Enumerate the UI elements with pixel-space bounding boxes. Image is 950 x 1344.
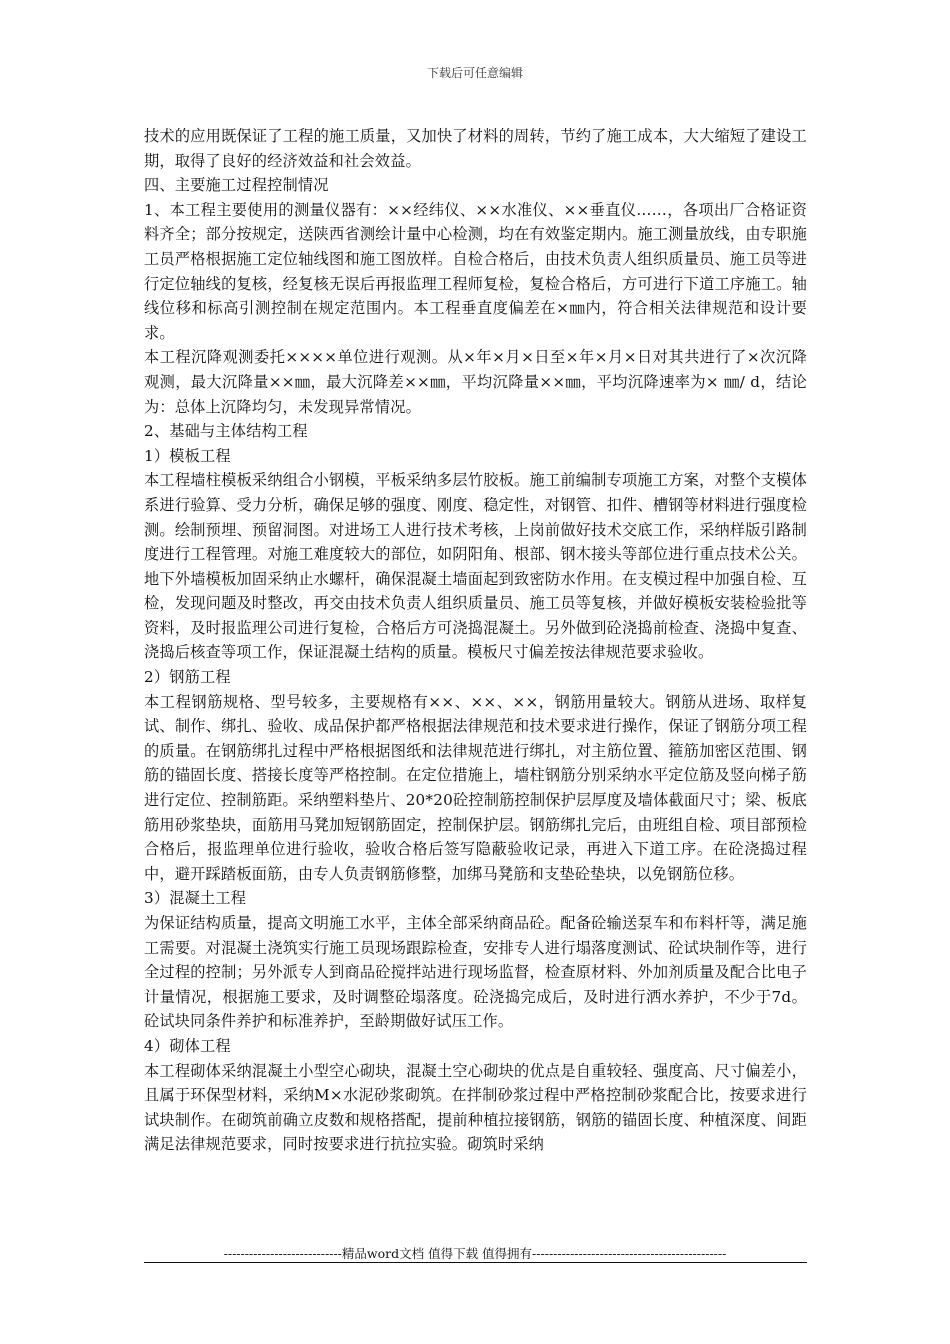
page-header: 下载后可任意编辑 xyxy=(426,66,523,80)
section-heading: 四、主要施工过程控制情况 xyxy=(144,176,329,195)
subsection-heading: 4）砌体工程 xyxy=(144,1036,231,1055)
paragraph: 为保证结构质量，提高文明施工水平，主体全部采纳商品砼。配备砼输送泵车和布料杆等，满足施工需要。对混凝土浇筑实行施工员现场跟踪检查，安排专人进行塌落度测试、砼试块制作等，进行全过程的控制；另外派专人到商品砼搅拌站进行现场监督，检查原材料、外加剂质量及配合比电子计量情况，根据施工要求，及时调整砼塌落度。砼浇捣完成后，及时进行洒水养护，不少于7d。砼试块同条件养护和标准养护，至龄期做好试压工作。 xyxy=(144,914,807,1031)
subsection-heading: 2）钢筋工程 xyxy=(144,668,231,687)
subsection-heading: 1）模板工程 xyxy=(144,446,231,465)
paragraph: 本工程砌体采纳混凝土小型空心砌块，混凝土空心砌块的优点是自重较轻、强度高、尺寸偏差小，且属于环保型材料，采纳M×水泥砂浆砌筑。在拌制砂浆过程中严格控制砂浆配合比，按要求进行试块制作。在砌筑前确立皮数和规格搭配，提前种植拉接钢筋，钢筋的锚固长度、种植深度、间距满足法律规范要求，同时按要求进行抗拉实验。砌筑时采纳 xyxy=(144,1061,807,1154)
paragraph: 本工程沉降观测委托××××单位进行观测。从×年×月×日至×年×月×日对其共进行了×次沉降观测，最大沉降量××㎜，最大沉降差××㎜，平均沉降量××㎜，平均沉降速率为× ㎜/ d，结论为：总体上沉降均匀，未发现异常情况。 xyxy=(144,348,807,416)
paragraph: 本工程钢筋规格、型号较多，主要规格有××、××、××，钢筋用量较大。钢筋从进场、取样复试、制作、绑扎、验收、成品保护都严格根据法律规范和技术要求进行操作，保证了钢筋分项工程的质量。在钢筋绑扎过程中严格根据图纸和法律规范进行绑扎，对主筋位置、箍筋加密区范围、钢筋的锚固长度、搭接长度等严格控制。在定位措施上，墙柱钢筋分别采纳水平定位筋及竖向梯子筋进行定位、控制筋距。采纳塑料垫片、20*20砼控制筋控制保护层厚度及墙体截面尺寸；梁、板底筋用砂浆垫块，面筋用马凳加短钢筋固定，控制保护层。钢筋绑扎完后，由班组自检、项目部预检合格后，报监理单位进行验收，验收合格后签写隐蔽验收记录，再进入下道工序。在砼浇捣过程中，避开踩踏板面筋，由专人负责钢筋修整，加绑马凳筋和支垫砼垫块，以免钢筋位移。 xyxy=(144,692,807,883)
document-body xyxy=(144,124,807,1157)
section-heading: 2、基础与主体结构工程 xyxy=(144,422,308,441)
paragraph: 1、本工程主要使用的测量仪器有：××经纬仪、××水准仪、××垂直仪……，各项出厂合格证资料齐全；部分按规定，送陕西省测绘计量中心检测，均在有效鉴定期内。施工测量放线，由专职施工员严格根据施工定位轴线图和施工图放样。自检合格后，由技术负责人组织质量员、施工员等进行定位轴线的复核，经复核无误后再报监理工程师复检，复检合格后，方可进行下道工序施工。轴线位移和标高引测控制在规定范围内。本工程垂直度偏差在×㎜内，符合相关法律规范和设计要求。 xyxy=(144,200,807,342)
page-footer: ----------------------------精品word文档 值得下载 值得拥有---------------------------------------------- xyxy=(223,1246,727,1261)
paragraph: 本工程墙柱模板采纳组合小钢模，平板采纳多层竹胶板。施工前编制专项施工方案，对整个支模体系进行验算、受力分析，确保足够的强度、刚度、稳定性，对钢管、扣件、槽钢等材料进行强度检测。绘制预埋、预留洞图。对进场工人进行技术考核，上岗前做好技术交底工作，采纳样版引路制度进行工程管理。对施工难度较大的部位，如阴阳角、根部、钢木接头等部位进行重点技术公关。地下外墙模板加固采纳止水螺杆，确保混凝土墙面起到致密防水作用。在支模过程中加强自检、互检，发现问题及时整改，再交由技术负责人组织质量员、施工员等复核，并做好模板安装检验批等资料，及时报监理公司进行复检，合格后方可浇捣混凝土。另外做到砼浇捣前检查、浇捣中复查、浇捣后核查等项工作，保证混凝土结构的质量。模板尺寸偏差按法律规范要求验收。 xyxy=(144,471,807,662)
footer-divider xyxy=(144,1262,807,1263)
subsection-heading: 3）混凝土工程 xyxy=(144,889,247,908)
paragraph: 技术的应用既保证了工程的施工质量，又加快了材料的周转，节约了施工成本，大大缩短了建设工期，取得了良好的经济效益和社会效益。 xyxy=(144,127,807,170)
